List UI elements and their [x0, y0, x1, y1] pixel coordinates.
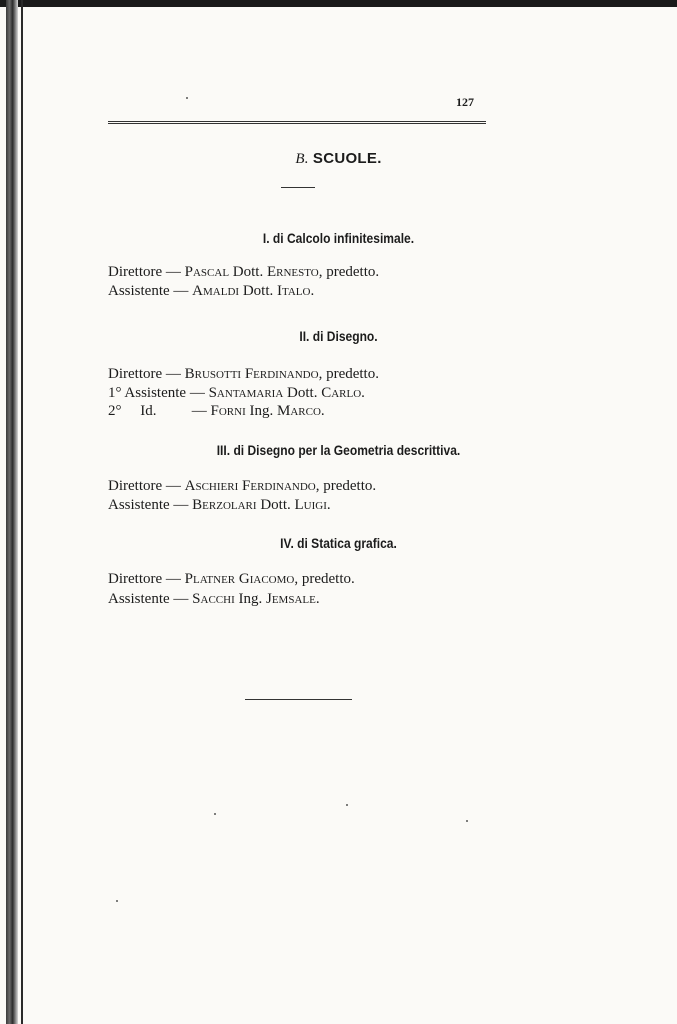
staff-note: .: [320, 403, 325, 419]
staff-surname: Santamaria: [208, 385, 284, 401]
staff-note: , predetto.: [318, 366, 379, 382]
section-name: SCUOLE.: [312, 150, 382, 167]
staff-entry: [108, 263, 379, 282]
page-top-edge: [0, 0, 677, 7]
staff-role: Assistente: [108, 497, 170, 513]
staff-title: Dott.: [242, 283, 274, 299]
staff-note: , predetto.: [318, 264, 380, 280]
staff-given-name: Ernesto: [266, 264, 319, 280]
dash: —: [173, 283, 189, 299]
staff-given-name: Jemsale: [266, 591, 316, 607]
staff-entry: [108, 365, 379, 384]
staff-role: 2° Id.: [108, 403, 157, 419]
staff-note: .: [326, 497, 331, 513]
staff-surname: Pascal: [184, 264, 230, 280]
staff-title: Ing.: [238, 591, 263, 607]
staff-note: , predetto.: [294, 571, 355, 587]
dash: —: [165, 571, 181, 587]
staff-role: Assistente: [108, 283, 170, 299]
staff-surname: Berzolari: [192, 497, 257, 513]
staff-given-name: Ferdinando: [242, 478, 316, 494]
header-rule: [108, 121, 486, 124]
staff-note: .: [315, 591, 320, 607]
staff-title: Dott.: [287, 385, 318, 401]
dash: —: [173, 497, 189, 513]
staff-surname: Brusotti: [184, 366, 242, 382]
staff-surname: Platner: [184, 571, 236, 587]
staff-given-name: Carlo: [321, 385, 362, 401]
staff-given-name: Giacomo: [238, 571, 295, 587]
school-heading-2: II. di Disegno.: [299, 328, 378, 344]
staff-given-name: Luigi: [294, 497, 327, 513]
staff-role: Assistente: [108, 591, 170, 607]
staff-entry: [108, 590, 320, 609]
staff-entry: [108, 570, 355, 589]
staff-given-name: Marco: [276, 403, 321, 419]
section-prefix: B.: [295, 151, 309, 167]
staff-given-name: Italo: [276, 283, 311, 299]
page-number: 127: [456, 95, 474, 109]
staff-note: , predetto.: [315, 478, 377, 494]
scan-speck: [466, 820, 468, 822]
staff-note: .: [361, 385, 365, 401]
scan-speck: [186, 97, 188, 99]
title-rule: [281, 187, 315, 188]
staff-role: 1° Assistente: [108, 385, 187, 401]
dash: —: [165, 478, 181, 494]
end-rule: [245, 699, 352, 700]
dash: —: [165, 264, 181, 280]
staff-role: Direttore: [108, 264, 163, 280]
dash: —: [191, 403, 207, 419]
staff-role: Direttore: [108, 478, 163, 494]
dash: —: [165, 366, 181, 382]
staff-surname: Sacchi: [192, 591, 235, 607]
staff-entry: [108, 402, 325, 421]
scan-speck: [346, 804, 348, 806]
staff-title: Dott.: [232, 264, 264, 280]
scan-speck: [214, 813, 216, 815]
staff-title: Ing.: [249, 403, 274, 419]
dash: —: [189, 385, 205, 401]
staff-given-name: Ferdinando: [244, 366, 319, 382]
staff-entry: [108, 477, 376, 496]
staff-surname: Aschieri: [184, 478, 239, 494]
section-title: [0, 150, 677, 168]
staff-role: Direttore: [108, 571, 163, 587]
staff-role: Direttore: [108, 366, 163, 382]
staff-title: Dott.: [260, 497, 291, 513]
staff-surname: Amaldi: [192, 283, 240, 299]
dash: —: [173, 591, 189, 607]
staff-entry: [108, 496, 331, 515]
school-heading-3: III. di Disegno per la Geometria descrittiva.: [216, 442, 461, 458]
staff-entry: [108, 282, 314, 301]
staff-surname: Forni: [210, 403, 246, 419]
school-heading-4: IV. di Statica grafica.: [280, 535, 397, 551]
scan-speck: [116, 900, 118, 902]
staff-entry: [108, 384, 365, 403]
school-heading-1: I. di Calcolo infinitesimale.: [262, 230, 415, 246]
staff-note: .: [310, 283, 315, 299]
